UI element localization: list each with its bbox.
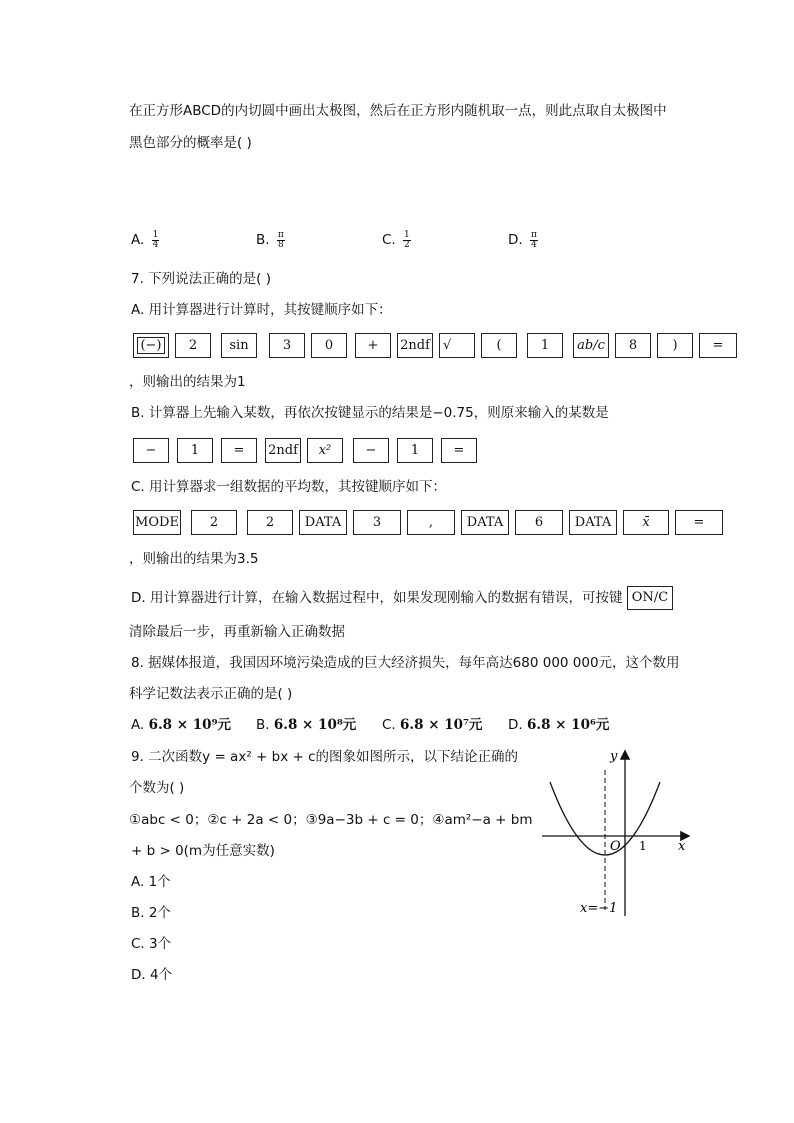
q7-option-b-text[interactable]: B. 计算器上先输入某数，再依次按键显示的结果是−0.75，则原来输入的某数是: [131, 405, 609, 421]
option-label: A.: [131, 717, 145, 733]
q9-option-d[interactable]: D. 4个: [131, 967, 173, 983]
origin-label: O: [610, 839, 621, 854]
q8-stem-line1: 8. 据媒体报道，我国因环境污染造成的巨大经济损失，每年高达680 000 000元，这个数用: [131, 655, 680, 671]
fraction: $\frac{1}{4}$: [152, 229, 159, 250]
calc-key[interactable]: (: [481, 333, 517, 358]
calc-key[interactable]: ): [657, 333, 693, 358]
q8-option-c[interactable]: [382, 715, 482, 735]
calc-key[interactable]: 1: [527, 333, 563, 358]
q6-option-c[interactable]: [382, 230, 411, 250]
q9-statements-line2: + b > 0(m为任意实数): [131, 843, 275, 859]
option-value: 6.8 × 10⁸元: [273, 717, 357, 733]
calc-key[interactable]: =: [699, 333, 737, 358]
q9-stem-line2: 个数为( ): [129, 780, 185, 796]
option-label: B.: [256, 717, 270, 733]
q8-option-a[interactable]: [131, 715, 231, 735]
calc-key[interactable]: 0: [311, 333, 347, 358]
y-axis-label: y: [610, 749, 618, 764]
calc-key[interactable]: 2: [175, 333, 211, 358]
calc-key[interactable]: 6: [515, 510, 563, 535]
calc-key[interactable]: 2ndf: [265, 438, 301, 463]
q7-option-c-text[interactable]: C. 用计算器求一组数据的平均数，其按键顺序如下：: [131, 479, 447, 495]
q9-statements-line1: ①abc < 0；②c + 2a < 0；③9a−3b + c = 0；④am²−a + bm: [129, 812, 533, 828]
option-label: C.: [382, 717, 396, 733]
tick-label-1: 1: [639, 839, 647, 853]
sqrt-key[interactable]: √: [439, 333, 475, 358]
calc-key[interactable]: 8: [615, 333, 651, 358]
q9-option-b[interactable]: B. 2个: [131, 905, 171, 921]
calc-key[interactable]: 1: [397, 438, 433, 463]
calc-key[interactable]: DATA: [299, 510, 347, 535]
fraction: $\frac{1}{2}$: [404, 229, 410, 250]
mean-key[interactable]: x̄: [623, 510, 669, 535]
q7-a-result: ，则输出的结果为1: [129, 374, 246, 390]
calc-key[interactable]: 3: [269, 333, 305, 358]
q6-stem-line1: 在正方形ABCD的内切圆中画出太极图，然后在正方形内随机取一点，则此点取自太极图中: [129, 103, 667, 119]
option-label: C.: [382, 232, 396, 248]
calc-key[interactable]: 2: [191, 510, 237, 535]
q7-stem: 7. 下列说法正确的是( ): [131, 271, 271, 287]
option-value: 6.8 × 10⁶元: [526, 717, 610, 733]
calc-key[interactable]: sin: [221, 333, 257, 358]
calc-key[interactable]: MODE: [133, 510, 181, 535]
calc-key[interactable]: DATA: [569, 510, 617, 535]
option-label: B.: [256, 232, 270, 248]
option-label: D.: [508, 717, 523, 733]
q6-stem-line2: 黑色部分的概率是( ): [129, 135, 252, 151]
q8-option-d[interactable]: [508, 715, 609, 735]
q9-stem-line1: 9. 二次函数y = ax² + bx + c的图象如图所示，以下结论正确的: [131, 749, 518, 765]
calc-key[interactable]: −: [353, 438, 389, 463]
calc-key[interactable]: 2: [247, 510, 293, 535]
calc-key[interactable]: =: [675, 510, 723, 535]
fraction: $\frac{\pi}{4}$: [530, 229, 537, 250]
parabola-graph: [540, 740, 700, 925]
option-value: 6.8 × 10⁷元: [400, 717, 483, 733]
q7-option-d[interactable]: [131, 586, 673, 610]
calc-key[interactable]: ab/c: [573, 333, 609, 358]
q7-option-d-text2: 清除最后一步，再重新输入正确数据: [129, 624, 345, 640]
q9-option-c[interactable]: C. 3个: [131, 936, 172, 952]
calc-key[interactable]: 1: [177, 438, 213, 463]
q7-option-d-text: D. 用计算器进行计算，在输入数据过程中，如果发现刚输入的数据有错误，可按键: [131, 590, 623, 606]
calc-key[interactable]: DATA: [461, 510, 509, 535]
on-c-key[interactable]: ON/C: [627, 586, 673, 610]
option-label: D.: [508, 232, 523, 248]
q8-option-b[interactable]: [256, 715, 356, 735]
x-axis-label: x: [678, 839, 686, 854]
fraction: $\frac{\pi}{8}$: [277, 229, 284, 250]
calc-key[interactable]: (−): [133, 333, 169, 358]
option-value: 6.8 × 10⁹元: [148, 717, 231, 733]
q6-option-a[interactable]: [131, 230, 159, 250]
q7-c-key-sequence: [133, 510, 723, 535]
q7-c-result: ，则输出的结果为3.5: [129, 551, 259, 567]
calc-key[interactable]: ,: [407, 510, 455, 535]
option-label: A.: [131, 232, 145, 248]
q7-a-key-sequence: [133, 333, 737, 358]
symmetry-axis-label: x=−1: [580, 901, 618, 916]
q7-b-key-sequence: [133, 438, 477, 463]
calc-key[interactable]: =: [221, 438, 257, 463]
q9-option-a[interactable]: A. 1个: [131, 874, 171, 890]
calc-key[interactable]: 3: [353, 510, 401, 535]
q6-option-b[interactable]: [256, 230, 285, 250]
calc-key[interactable]: =: [441, 438, 477, 463]
q7-option-a-text[interactable]: A. 用计算器进行计算时，其按键顺序如下：: [131, 302, 392, 318]
calc-key[interactable]: 2ndf: [397, 333, 433, 358]
q8-stem-line2: 科学记数法表示正确的是( ): [129, 686, 293, 702]
calc-key[interactable]: +: [355, 333, 391, 358]
calc-key[interactable]: −: [133, 438, 169, 463]
q6-option-d[interactable]: [508, 230, 538, 250]
calc-key[interactable]: x²: [307, 438, 343, 463]
